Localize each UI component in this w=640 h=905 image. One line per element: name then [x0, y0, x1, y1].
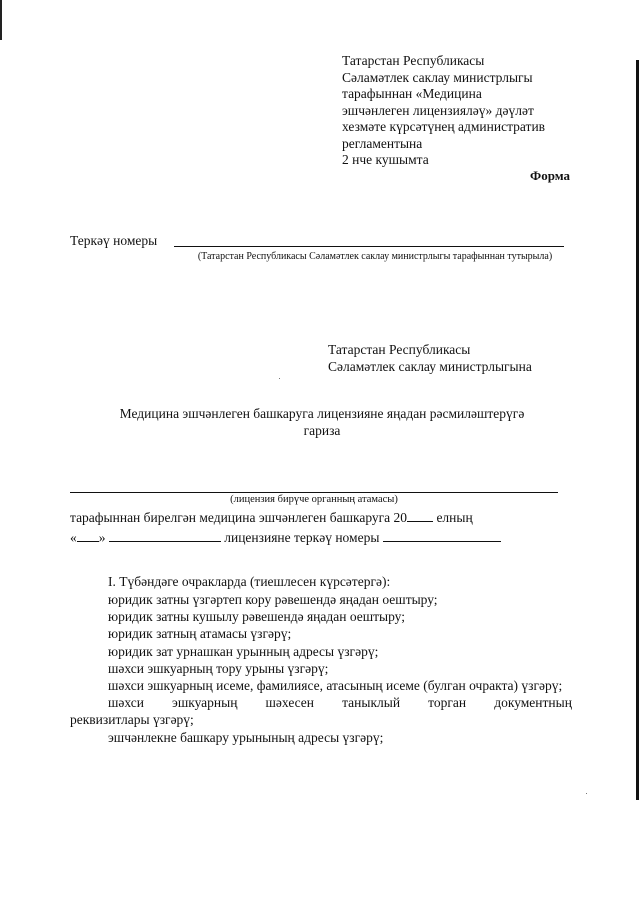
appendix-header-line: тарафыннан «Медицина: [342, 86, 482, 101]
list-item: шәхси эшкуарның тору урыны үзгәрү;: [108, 660, 329, 676]
day-field[interactable]: [77, 529, 99, 542]
licensing-authority-field[interactable]: [70, 492, 558, 493]
recipient-block: [328, 341, 532, 375]
recipient-line: Татарстан Республикасы: [328, 342, 471, 357]
registration-number-field[interactable]: [174, 246, 564, 247]
license-reg-label: лицензияне теркәү номеры: [224, 530, 380, 545]
list-item-word: эшкуарның: [172, 695, 238, 711]
list-item-word: шәхесен: [265, 695, 315, 711]
list-item: юридик затның атамасы үзгәрү;: [108, 626, 292, 642]
month-field[interactable]: [109, 529, 221, 542]
appendix-header-line: эшчәнлеген лицензияләү» дәүләт: [342, 102, 534, 118]
scan-edge-right: [636, 60, 639, 800]
year-suffix: елның: [436, 510, 473, 525]
list-item-word: таныклый: [342, 695, 401, 711]
licensing-authority-note: (лицензия бирүче органның атамасы): [230, 494, 398, 505]
list-item: юридик зат урнашкан урынның адресы үзгәрү;: [108, 643, 379, 659]
cases-list: [70, 591, 572, 746]
appendix-header-line: хезмәте күрсәтүнең административ: [342, 119, 546, 134]
section-title: I. Түбәндәге очракларда (тиешлесен күрсәтергә):: [108, 574, 391, 589]
quote-open: «: [70, 530, 77, 545]
list-item: шәхси эшкуарның исеме, фамилиясе, атасының исеме (булган очракта) үзгәрү;: [108, 678, 563, 694]
list-item: юридик затны кушылу рәвешендә яңадан оештыру;: [108, 609, 406, 625]
scan-speck: [279, 378, 280, 379]
list-item: юридик затны үзгәртеп кору рәвешендә яңадан оештыру;: [108, 592, 438, 607]
form-label: Форма: [530, 168, 570, 183]
appendix-header-line: регламентына: [342, 135, 423, 151]
date-line: [70, 529, 501, 546]
appendix-number: 2 нче кушымта: [342, 152, 429, 167]
list-item-word: документның: [494, 695, 572, 711]
appendix-header: [342, 53, 604, 169]
document-title-line: гариза: [303, 423, 341, 438]
issued-text: тарафыннан бирелгән медицина эшчәнлеген башкаруга 20: [70, 510, 408, 525]
list-item: эшчәнлекне башкару урынының адресы үзгәрү;: [108, 729, 384, 745]
list-item-word: шәхси: [108, 695, 144, 711]
list-item-continuation: реквизитлары үзгәрү;: [70, 712, 194, 728]
scan-edge-left: [0, 0, 2, 40]
registration-number-label: Теркәү номеры: [70, 233, 158, 248]
document-title-line: Медицина эшчәнлеген башкаруга лицензияне яңадан рәсмиләштерүгә: [119, 406, 525, 421]
document-title: [62, 405, 582, 439]
year-field[interactable]: [407, 509, 433, 522]
appendix-header-line: Татарстан Республикасы: [342, 53, 485, 68]
issued-line: [70, 509, 473, 526]
recipient-line: Сәламәтлек саклау министрлыгына: [328, 359, 532, 374]
scan-speck: [586, 793, 587, 794]
appendix-header-line: Сәламәтлек саклау министрлыгы: [342, 69, 533, 85]
quote-close: »: [98, 530, 106, 545]
list-item-word: торган: [428, 695, 467, 711]
registration-note: (Татарстан Республикасы Сәламәтлек саклау министрлыгы тарафыннан тутырыла): [197, 251, 553, 262]
list-item-documents: [70, 694, 572, 711]
license-number-field[interactable]: [383, 529, 501, 542]
